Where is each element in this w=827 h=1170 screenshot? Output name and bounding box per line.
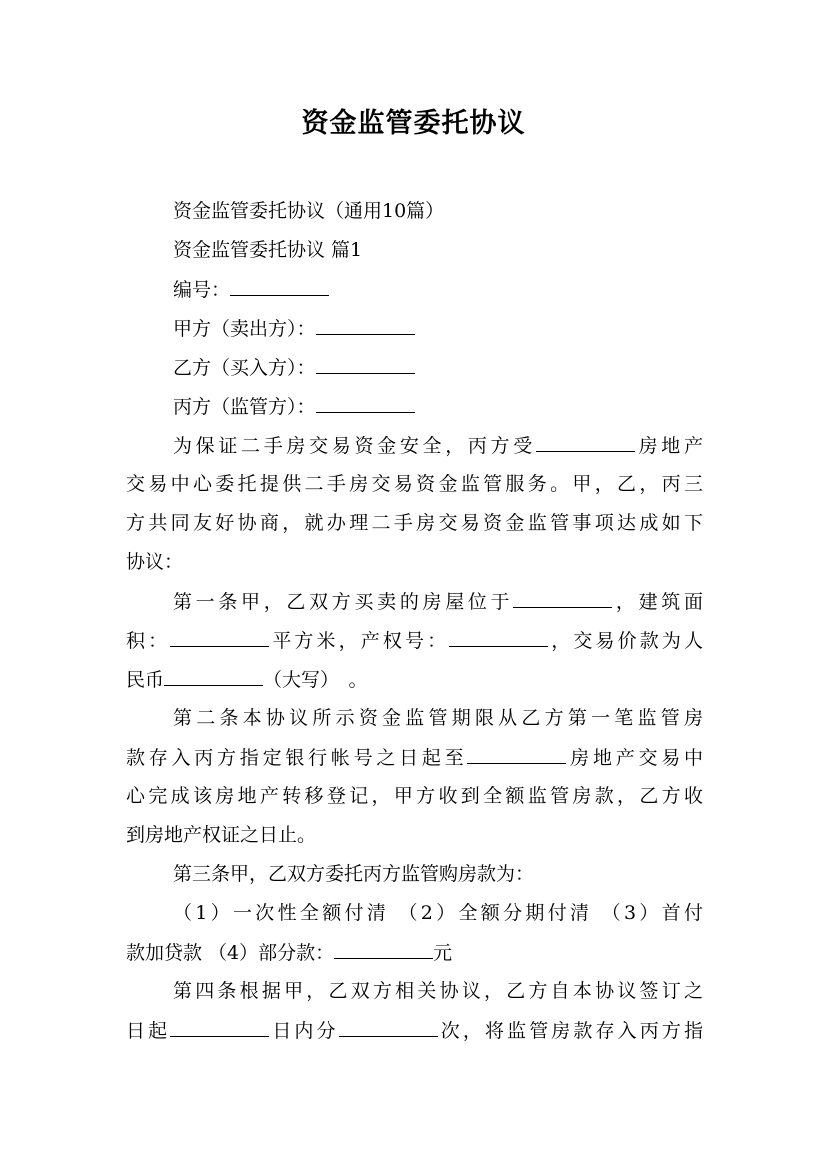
a4-line2 <box>126 1018 703 1043</box>
subtitle: 资金监管委托协议（通用10篇） <box>173 200 445 222</box>
p1-blank <box>536 433 635 452</box>
a1-text-c: 积： <box>126 630 171 652</box>
party-b-label: 乙方（买入方）： <box>173 357 316 379</box>
a2-text-b: 房地产交易中 <box>566 747 703 769</box>
party-b-line <box>173 355 415 380</box>
a1-blank-area <box>170 628 269 647</box>
a1-line3 <box>126 667 368 692</box>
party-a-blank <box>316 316 415 335</box>
p1-line2: 交易中心委托提供二手房交易资金监管服务。甲，乙，丙三 <box>126 473 703 495</box>
a3-text-a: 款加贷款 （4）部分款： <box>126 942 335 964</box>
a2-text-a: 款存入丙方指定银行帐号之日起至 <box>126 747 468 769</box>
a1-text-d: 平方米，产权号： <box>269 630 450 652</box>
a3-line3 <box>126 940 452 965</box>
a4-blank-days <box>170 1018 269 1037</box>
a1-line1 <box>173 589 703 614</box>
party-c-label: 丙方（监管方）： <box>173 396 316 418</box>
a2-line4: 到房地产权证之日止。 <box>126 824 317 846</box>
number-label: 编号： <box>173 279 231 301</box>
a3-line2: （1）一次性全额付清 （2）全额分期付清 （3）首付 <box>173 902 703 924</box>
document-title: 资金监管委托协议 <box>301 108 526 139</box>
a2-blank <box>467 745 566 764</box>
party-c-blank <box>316 394 415 413</box>
a1-text-f: 民币 <box>126 669 165 691</box>
party-c-line <box>173 394 415 419</box>
a3-line1: 第三条甲，乙双方委托丙方监管购房款为： <box>173 863 535 885</box>
a1-text-a: 第一条甲，乙双方买卖的房屋位于 <box>173 591 514 613</box>
p1-text-a: 为保证二手房交易资金安全，丙方受 <box>173 435 536 457</box>
p1-line4: 协议： <box>126 551 184 573</box>
number-blank <box>230 277 329 296</box>
a4-text-b: 日内分 <box>269 1020 339 1042</box>
a2-line2 <box>126 745 703 770</box>
party-a-line <box>173 316 415 341</box>
a1-blank-location <box>513 589 612 608</box>
a1-text-b: ，建筑面 <box>612 591 703 613</box>
a4-line1: 第四条根据甲，乙双方相关协议，乙方自本协议签订之 <box>173 980 703 1002</box>
part-heading: 资金监管委托协议 篇1 <box>173 239 363 261</box>
a4-text-c: 次，将监管房款存入丙方指 <box>437 1020 703 1042</box>
a3-text-b: 元 <box>433 942 453 964</box>
a4-blank-times <box>339 1018 438 1037</box>
a2-line1: 第二条本协议所示资金监管期限从乙方第一笔监管房 <box>173 707 703 729</box>
a1-blank-price <box>164 667 263 686</box>
a1-text-e: ，交易价款为人 <box>548 630 703 652</box>
p1-text-b: 房地产 <box>634 435 703 457</box>
party-a-label: 甲方（卖出方）： <box>173 318 316 340</box>
a4-text-a: 日起 <box>126 1020 171 1042</box>
p1-line3: 方共同友好协商，就办理二手房交易资金监管事项达成如下 <box>126 512 703 534</box>
a2-line3: 心完成该房地产转移登记，甲方收到全额监管房款，乙方收 <box>126 785 703 807</box>
party-b-blank <box>316 355 415 374</box>
a1-text-g: （大写） 。 <box>263 669 368 691</box>
a1-line2 <box>126 628 703 653</box>
p1-line1 <box>173 433 703 458</box>
a3-blank <box>334 940 433 959</box>
a1-blank-title <box>449 628 548 647</box>
number-line <box>173 277 329 302</box>
